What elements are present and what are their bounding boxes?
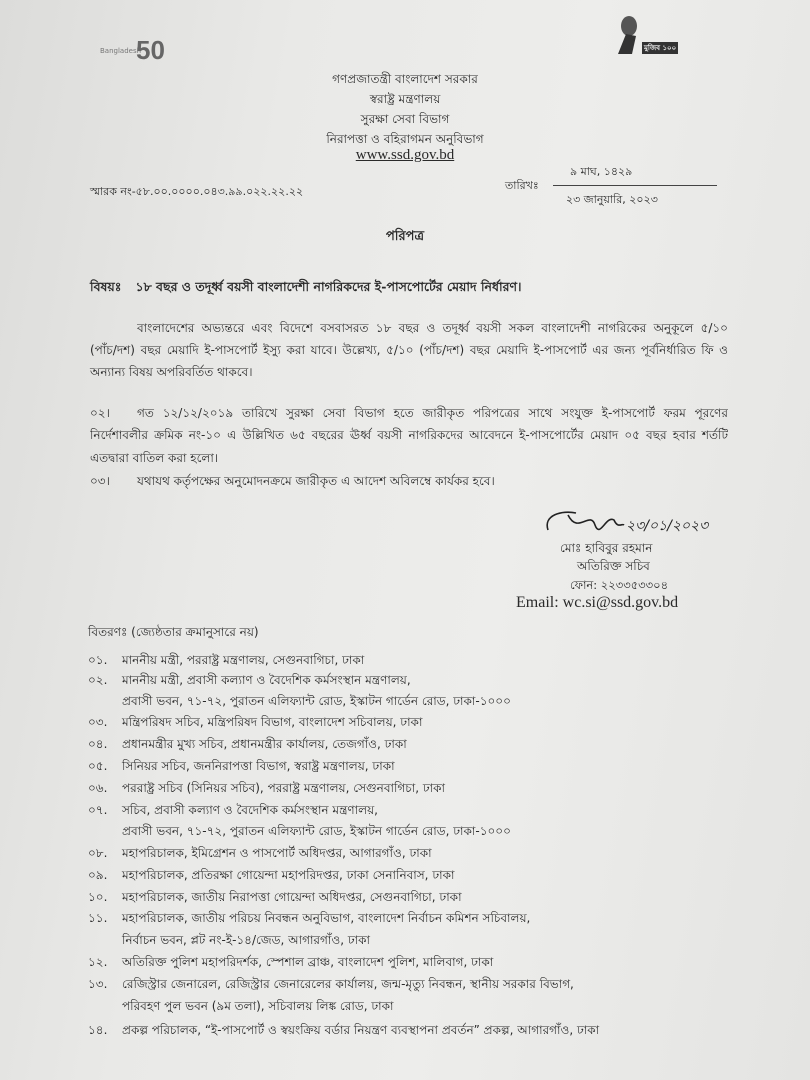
item-text: মহাপরিচালক, ইমিগ্রেশন ও পাসপোর্ট অধিদপ্তর, আগারগাঁও, ঢাকা — [122, 846, 432, 860]
item-number: ১১. — [88, 911, 108, 925]
item-number: ০৮. — [88, 846, 108, 860]
item-text: নির্বাচন ভবন, প্লট নং-ই-১৪/জেড, আগারগাঁও, ঢাকা — [122, 933, 370, 947]
para3-text: যথাযথ কর্তৃপক্ষের অনুমোদনক্রমে জারীকৃত এ আদেশ অবিলম্বে কার্যকর হবে। — [137, 474, 495, 488]
bangladesh-50-logo — [100, 33, 170, 73]
item-number: ০৯. — [88, 868, 108, 882]
item-text: পরিবহণ পুল ভবন (৯ম তলা), সচিবালয় লিঙ্ক রোড, ঢাকা — [122, 999, 394, 1013]
document-title: পরিপত্র — [385, 229, 425, 244]
item-number: ০২. — [88, 673, 108, 687]
item-text: প্রবাসী ভবন, ৭১-৭২, পুরাতন এলিফ্যান্ট রোড, ইস্কাটন গার্ডেন রোড, ঢাকা-১০০০ — [122, 824, 511, 838]
subject-line — [90, 279, 522, 299]
mujib-100-logo — [614, 14, 677, 58]
item-text: সচিব, প্রবাসী কল্যাণ ও বৈদেশিক কর্মসংস্থান মন্ত্রণালয়, — [122, 803, 378, 817]
item-text: প্রধানমন্ত্রীর মুখ্য সচিব, প্রধানমন্ত্রীর কার্যালয়, তেজগাঁও, ঢাকা — [122, 737, 407, 751]
item-number: ১৪. — [88, 1023, 108, 1037]
para1-line: বাংলাদেশের অভ্যন্তরে এবং বিদেশে বসবাসরত ১৮ বছর ও তদূর্ধ্ব বয়সী সকল বাংলাদেশী নাগরিকের অনুকূলে ৫/১০ — [137, 321, 728, 335]
item-text: মাননীয় মন্ত্রী, পররাষ্ট্র মন্ত্রণালয়, সেগুনবাগিচা, ঢাকা — [122, 653, 365, 667]
para2-number: ০২। — [90, 406, 110, 420]
para1-line: (পাঁচ/দশ) বছর মেয়াদি ই-পাসপোর্ট ইস্যু করা যাবে। উল্লেখ্য, ৫/১০ (পাঁচ/দশ) বছর মেয়াদি ই-পাসপোর্ট এর জন্য পূর্বনির্ধারিত ফি ও — [90, 343, 728, 357]
item-number: ০৭. — [88, 803, 108, 817]
para2-line: এতদ্বারা বাতিল করা হলো। — [90, 451, 219, 465]
item-text: মহাপরিচালক, জাতীয় পরিচয় নিবন্ধন অনুবিভাগ, বাংলাদেশ নির্বাচন কমিশন সচিবালয়, — [122, 911, 531, 925]
item-number: ০৩. — [88, 715, 108, 729]
header-ministry: স্বরাষ্ট্র মন্ত্রণালয় — [369, 92, 441, 106]
item-number: ১৩. — [88, 977, 108, 991]
logo-number: 50 — [136, 35, 165, 65]
portrait-icon — [614, 14, 644, 54]
date-divider — [553, 185, 717, 186]
item-number: ০৪. — [88, 737, 108, 751]
handwritten-signature — [540, 505, 625, 543]
item-text: প্রবাসী ভবন, ৭১-৭২, পুরাতন এলিফ্যান্ট রোড, ইস্কাটন গার্ডেন রোড, ঢাকা-১০০০ — [122, 694, 511, 708]
signatory-email[interactable]: Email: wc.si@ssd.gov.bd — [516, 594, 679, 611]
item-number: ১০. — [88, 890, 108, 904]
item-text: মহাপরিচালক, জাতীয় নিরাপত্তা গোয়েন্দা অধিদপ্তর, সেগুনবাগিচা, ঢাকা — [122, 890, 462, 904]
date-label: তারিখঃ — [505, 179, 539, 192]
para2-line: নির্দেশাবলীর ক্রমিক নং-১০ এ উল্লিখিত ৬৫ বছরের ঊর্ধ্ব বয়সী নাগরিকদের আবেদনে ই-পাসপোর্টের মেয়াদ ০৫ বছর হবার শর্তটি — [90, 428, 728, 442]
date-bangla: ৯ মাঘ, ১৪২৯ — [570, 165, 633, 178]
signatory-name: মোঃ হাবিবুর রহমান — [560, 541, 653, 555]
para2-line: গত ১২/১২/২০১৯ তারিখে সুরক্ষা সেবা বিভাগ হতে জারীকৃত পরিপত্রের সাথে সংযুক্ত ই-পাসপোর্ট ফরম পূরণের — [137, 406, 728, 420]
item-text: প্রকল্প পরিচালক, “ই-পাসপোর্ট ও স্বয়ংক্রিয় বর্ডার নিয়ন্ত্রণ ব্যবস্থাপনা প্রবর্তন” প্রকল্প, আগারগাঁও, ঢাকা — [122, 1023, 600, 1037]
header-wing: নিরাপত্তা ও বহিরাগমন অনুবিভাগ — [326, 132, 484, 146]
item-text: রেজিস্ট্রার জেনারেল, রেজিস্ট্রার জেনারেলের কার্যালয়, জন্ম-মৃত্যু নিবন্ধন, স্থানীয় সরকার বিভাগ, — [122, 977, 574, 991]
item-text: সিনিয়র সচিব, জননিরাপত্তা বিভাগ, স্বরাষ্ট্র মন্ত্রণালয়, ঢাকা — [122, 759, 395, 773]
distribution-heading: বিতরণঃ (জ্যেষ্ঠতার ক্রমানুসারে নয়) — [88, 625, 259, 639]
signatory-designation: অতিরিক্ত সচিব — [577, 559, 650, 573]
item-text: মহাপরিচালক, প্রতিরক্ষা গোয়েন্দা মহাপরিদপ্তর, ঢাকা সেনানিবাস, ঢাকা — [122, 868, 455, 882]
para3-number: ০৩। — [90, 474, 110, 488]
item-number: ০৫. — [88, 759, 108, 773]
memo-number: স্মারক নং-৫৮.০০.০০০০.০৪৩.৯৯.০২২.২২.২২ — [90, 185, 304, 198]
para1-line: অন্যান্য বিষয় অপরিবর্তিত থাকবে। — [90, 365, 253, 379]
item-text: অতিরিক্ত পুলিশ মহাপরিদর্শক, স্পেশাল ব্রাঞ্চ, বাংলাদেশ পুলিশ, মালিবাগ, ঢাকা — [122, 955, 494, 969]
header-division: সুরক্ষা সেবা বিভাগ — [360, 112, 450, 126]
date-english: ২৩ জানুয়ারি, ২০২৩ — [566, 193, 658, 206]
item-number: ০৬. — [88, 781, 108, 795]
item-text: পররাষ্ট্র সচিব (সিনিয়র সচিব), পররাষ্ট্র মন্ত্রণালয়, সেগুনবাগিচা, ঢাকা — [122, 781, 446, 795]
website-link[interactable]: www.ssd.gov.bd — [355, 147, 455, 163]
header-government: গণপ্রজাতন্ত্রী বাংলাদেশ সরকার — [332, 72, 478, 86]
signature-date: ২৩/০১/২০২৩ — [626, 518, 709, 534]
item-number: ০১. — [88, 653, 108, 667]
item-number: ১২. — [88, 955, 108, 969]
signatory-phone: ফোন: ২২৩৩৫৩৩০৪ — [570, 578, 669, 592]
logo-text: Bangladesh — [100, 47, 142, 55]
item-text: মাননীয় মন্ত্রী, প্রবাসী কল্যাণ ও বৈদেশিক কর্মসংস্থান মন্ত্রণালয়, — [122, 673, 411, 687]
item-text: মন্ত্রিপরিষদ সচিব, মন্ত্রিপরিষদ বিভাগ, বাংলাদেশ সচিবালয়, ঢাকা — [122, 715, 423, 729]
logo-text: মুজিব ১০০ — [644, 44, 677, 52]
subject-label: বিষয়ঃ — [90, 279, 122, 294]
subject-text: ১৮ বছর ও তদূর্ধ্ব বয়সী বাংলাদেশী নাগরিকদের ই-পাসপোর্টের মেয়াদ নির্ধারণ। — [135, 279, 522, 294]
